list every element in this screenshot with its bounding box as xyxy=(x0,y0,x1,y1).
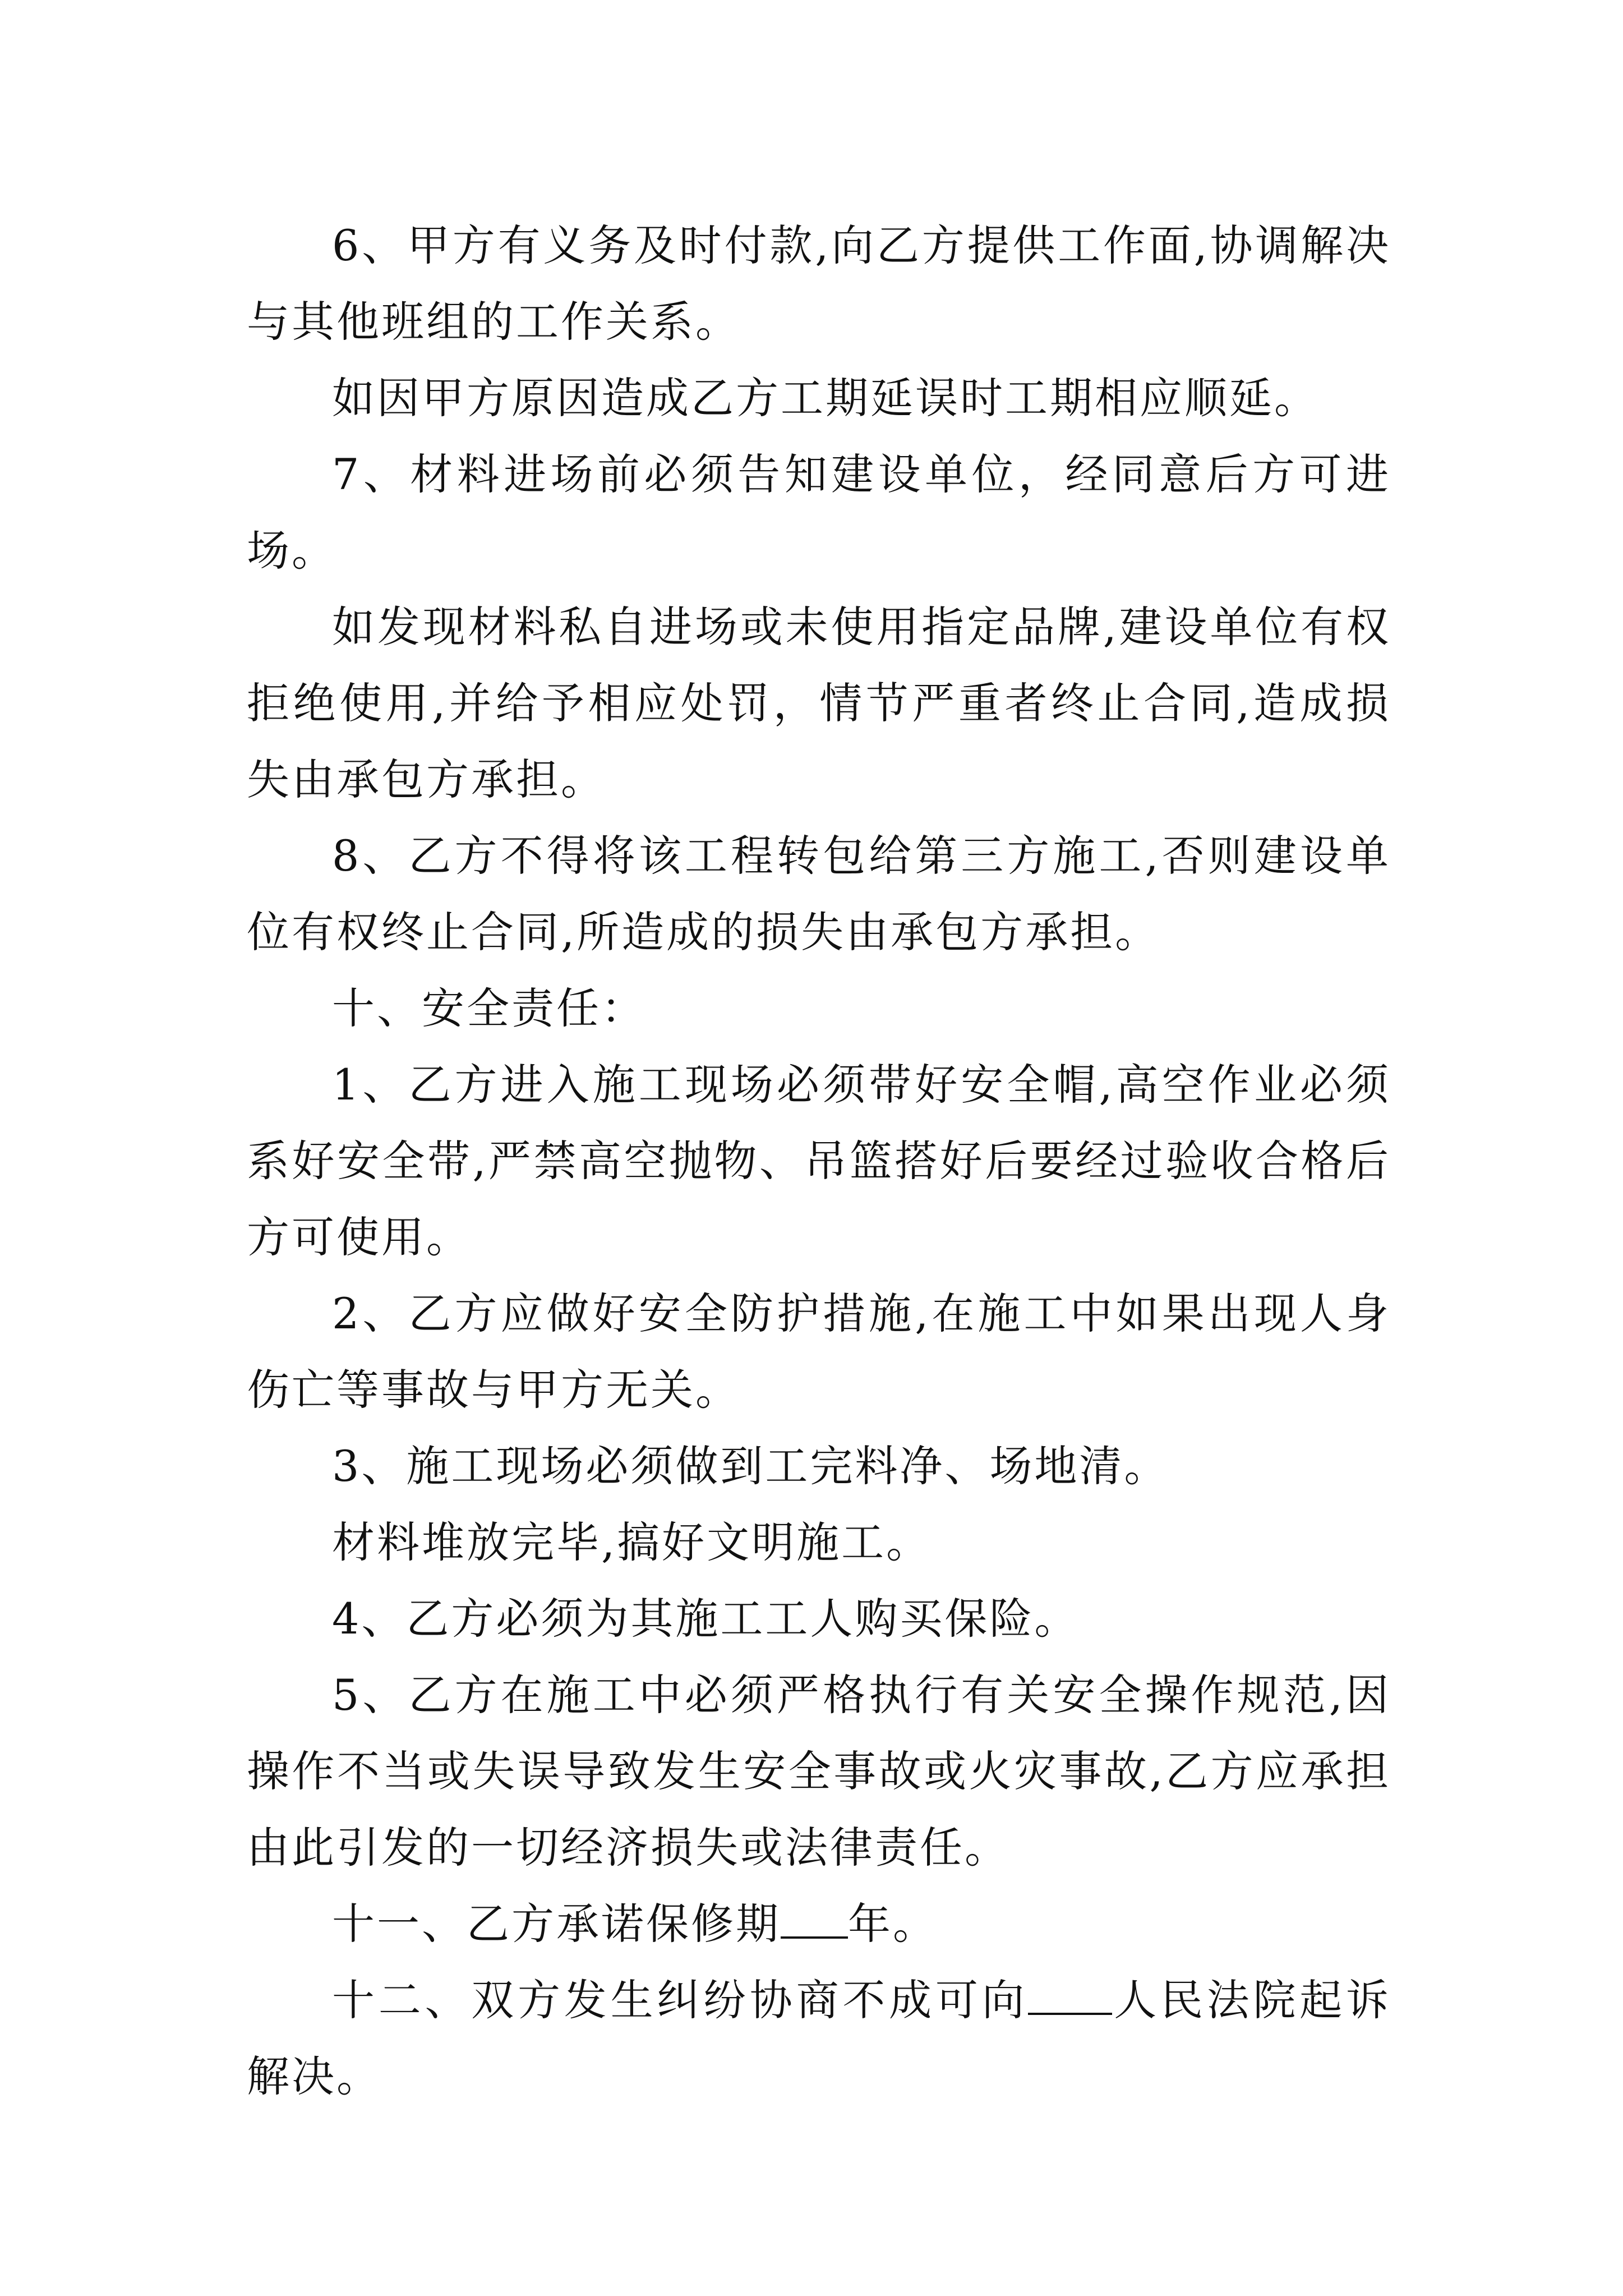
safety-clause-1: 1、乙方进入施工现场必须带好安全帽,高空作业必须系好安全带,严禁高空抛物、吊篮搭好后要经过验收合格后方可使用。 xyxy=(247,1060,1391,1262)
court-name-blank xyxy=(1028,1973,1112,2015)
safety-clause-4: 4、乙方必须为其施工工人购买保险。 xyxy=(332,1594,1080,1644)
warranty-text-after: 年。 xyxy=(848,1899,938,1949)
section-12-dispute xyxy=(247,1962,1391,2115)
clause-8-subcontract: 8、乙方不得将该工程转包给第三方施工,否则建设单位有权终止合同,所造成的损失由承包方承担。 xyxy=(247,831,1391,957)
clause-7-penalty: 如发现材料私自进场或未使用指定品牌,建设单位有权拒绝使用,并给予相应处罚，情节严重者终止合同,造成损失由承包方承担。 xyxy=(247,602,1391,804)
safety-clause-2: 2、乙方应做好安全防护措施,在施工中如果出现人身伤亡等事故与甲方无关。 xyxy=(247,1289,1391,1415)
warranty-period-blank xyxy=(781,1897,848,1939)
contract-body xyxy=(247,208,1391,2115)
safety-clause-3-note: 材料堆放完毕,搞好文明施工。 xyxy=(332,1517,932,1567)
clause-6-payment: 6、甲方有义务及时付款,向乙方提供工作面,协调解决与其他班组的工作关系。 xyxy=(247,220,1391,347)
clause-6-delay-note: 如因甲方原因造成乙方工期延误时工期相应顺延。 xyxy=(332,373,1319,423)
safety-clause-5: 5、乙方在施工中必须严格执行有关安全操作规范,因操作不当或失误导致发生安全事故或火灾事故,乙方应承担由此引发的一切经济损失或法律责任。 xyxy=(247,1670,1391,1872)
section-10-heading: 十、安全责任： xyxy=(332,983,646,1033)
dispute-text-before: 十二、双方发生纠纷协商不成可向 xyxy=(332,1975,1029,2025)
clause-7-materials: 7、材料进场前必须告知建设单位，经同意后方可进场。 xyxy=(247,449,1391,576)
section-11-warranty xyxy=(247,1886,1391,1962)
dispute-text-after: 人民法院起诉解决。 xyxy=(247,1975,1391,2101)
safety-clause-3: 3、施工现场必须做到工完料净、场地清。 xyxy=(332,1441,1169,1491)
warranty-text-before: 十一、乙方承诺保修期 xyxy=(332,1899,781,1949)
